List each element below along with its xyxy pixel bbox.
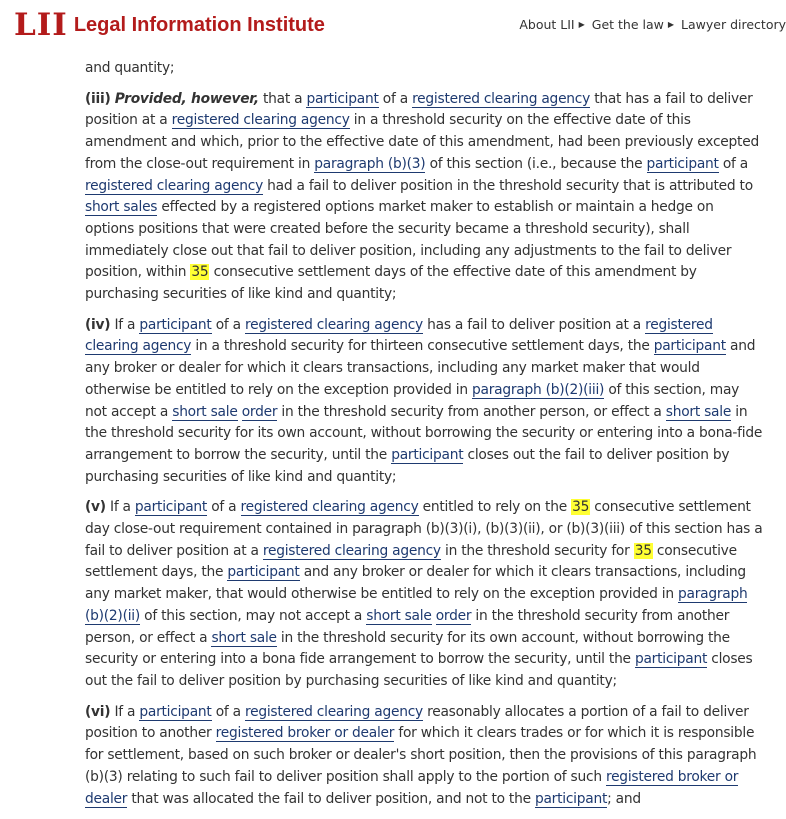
text: of a <box>718 155 748 172</box>
term-link[interactable]: short sales <box>85 199 158 216</box>
search-highlight: 35 <box>191 264 209 281</box>
text: consecutive settlement day close-out requirement contained in paragraph (b)(3)(i), (b)(3)(ii), or (b)(3)(iii) of this section has a fail to deliver position at a <box>85 499 763 559</box>
nav-lawyer-directory[interactable]: Lawyer directory <box>681 17 786 32</box>
paragraph-iii <box>85 89 765 306</box>
site-header <box>0 0 786 56</box>
text: and any broker or dealer for which it clears transactions, including any market maker, that would otherwise be entitled to rely on the exception provided in <box>85 564 746 603</box>
term-link[interactable]: short sale <box>366 607 432 624</box>
term-link[interactable]: registered clearing agency <box>171 112 350 129</box>
text: If a <box>110 703 140 720</box>
caret-right-icon: ▶ <box>578 20 585 29</box>
text: that a <box>258 90 307 107</box>
text: consecutive settlement days of the effective date of this amendment by purchasing securities of like kind and quantity; <box>85 264 697 303</box>
text: in the threshold security from another person, or effect a <box>85 607 730 646</box>
text: in the threshold security for <box>440 542 634 559</box>
paragraph-v <box>85 497 765 692</box>
text: has a fail to deliver position at a <box>422 316 646 333</box>
text: of this section (i.e., because the <box>425 155 647 172</box>
text: in a threshold security on the effective date of this amendment and which, prior to the effective date of this amendment, had been previously excepted from the close-out requirement in <box>85 112 759 172</box>
term-link[interactable]: participant <box>646 155 719 172</box>
search-highlight: 35 <box>572 499 590 516</box>
text: for which it clears trades or for which it is responsible for settlement, based on such broker or dealer's short position, then the provisions of this paragraph (b)(3) relating to such fail to deliver position shall apply to the portion of such <box>85 725 757 785</box>
search-highlight: 35 <box>634 542 652 559</box>
term-link[interactable]: registered clearing agency <box>85 316 713 355</box>
text: in the threshold security from another person, or effect a <box>277 403 666 420</box>
term-link[interactable]: participant <box>391 446 464 463</box>
term-link[interactable]: short sale <box>211 629 277 646</box>
term-link[interactable]: participant <box>227 564 300 581</box>
text: of a <box>378 90 413 107</box>
paragraph-link[interactable]: paragraph (b)(2)(iii) <box>471 381 605 398</box>
text: consecutive settlement days, the <box>85 542 737 581</box>
term-link[interactable]: registered clearing agency <box>85 177 263 194</box>
text: of a <box>211 316 245 333</box>
regulation-text <box>85 56 765 819</box>
text: of this section, may not accept a <box>85 381 740 420</box>
text: of a <box>207 499 241 516</box>
term-link[interactable]: registered clearing agency <box>244 703 423 720</box>
paragraph-vi <box>85 702 765 811</box>
text: entitled to rely on the <box>418 499 572 516</box>
paragraph-tag: (iii) <box>85 90 111 107</box>
paragraph-tag: (v) <box>85 499 106 516</box>
paragraph-link[interactable]: paragraph (b)(3) <box>314 155 426 172</box>
text: and quantity; <box>85 60 175 76</box>
term-link[interactable]: participant <box>139 703 212 720</box>
top-nav <box>519 17 786 32</box>
text: of a <box>211 703 245 720</box>
text: that has a fail to deliver position at a <box>85 90 753 129</box>
paragraph-continuation <box>85 58 765 80</box>
term-link[interactable]: participant <box>653 338 726 355</box>
term-link[interactable]: participant <box>634 651 708 668</box>
text: had a fail to deliver position in the threshold security that is attributed to <box>263 177 753 194</box>
term-link[interactable]: order <box>241 403 278 420</box>
text: of this section, may not accept a <box>140 607 367 624</box>
logo-mark: LII <box>14 7 68 43</box>
caret-right-icon: ▶ <box>667 20 675 29</box>
text: in the threshold security for its own account, without borrowing the security or entering into a bona fide arrangement to borrow the security, until the <box>85 629 730 668</box>
paragraph-link[interactable]: paragraph (b)(2)(ii) <box>85 586 748 624</box>
paragraph-iv <box>85 315 765 489</box>
term-link[interactable]: registered clearing agency <box>262 542 441 559</box>
term-link[interactable]: short sale <box>665 403 732 420</box>
term-link[interactable]: registered clearing agency <box>240 499 419 516</box>
term-link[interactable]: registered clearing agency <box>244 316 423 333</box>
text: If a <box>105 499 135 516</box>
term-link[interactable]: order <box>435 607 472 624</box>
text: and any broker or dealer for which it clears transactions, including any market maker that would otherwise be entitled to rely on the exception provided in <box>85 338 756 398</box>
text: in a threshold security for thirteen consecutive settlement days, the <box>191 338 654 355</box>
text: ; and <box>607 790 641 807</box>
text: If a <box>110 316 140 333</box>
term-link[interactable]: registered broker or dealer <box>85 768 739 807</box>
term-link[interactable]: participant <box>134 499 208 516</box>
term-link[interactable]: registered broker or dealer <box>215 725 395 742</box>
term-link[interactable]: registered clearing agency <box>412 90 591 107</box>
text: in the threshold security for its own account, without borrowing the security or entering into a bona-fide arrangement to borrow the security, until the <box>85 403 763 463</box>
text: closes out the fail to deliver position by purchasing securities of like kind and quantity; <box>85 446 730 485</box>
lii-logo[interactable] <box>14 8 325 42</box>
term-link[interactable]: participant <box>306 90 379 107</box>
term-link[interactable]: participant <box>534 790 608 807</box>
paragraph-tag: (iv) <box>85 316 111 333</box>
text: closes out the fail to deliver position by purchasing securities of like kind and quantity; <box>85 651 753 689</box>
text: that was allocated the fail to deliver position, and not to the <box>127 790 535 807</box>
text: reasonably allocates a portion of a fail to deliver position to another <box>85 703 749 742</box>
provided-however: Provided, however, <box>114 90 259 107</box>
text: effected by a registered options market maker to establish or maintain a hedge on options positions that were created before the security became a threshold security), shall immediately close out that fail to deliver position, including any adjustments to the fail to deliver position, within <box>85 199 732 281</box>
term-link[interactable]: participant <box>139 316 212 333</box>
term-link[interactable]: short sale <box>172 403 238 420</box>
nav-about-lii[interactable]: About LII <box>519 17 575 32</box>
paragraph-tag: (vi) <box>85 703 111 720</box>
logo-text: Legal Information Institute <box>73 14 325 36</box>
nav-get-the-law[interactable]: Get the law <box>591 17 664 32</box>
